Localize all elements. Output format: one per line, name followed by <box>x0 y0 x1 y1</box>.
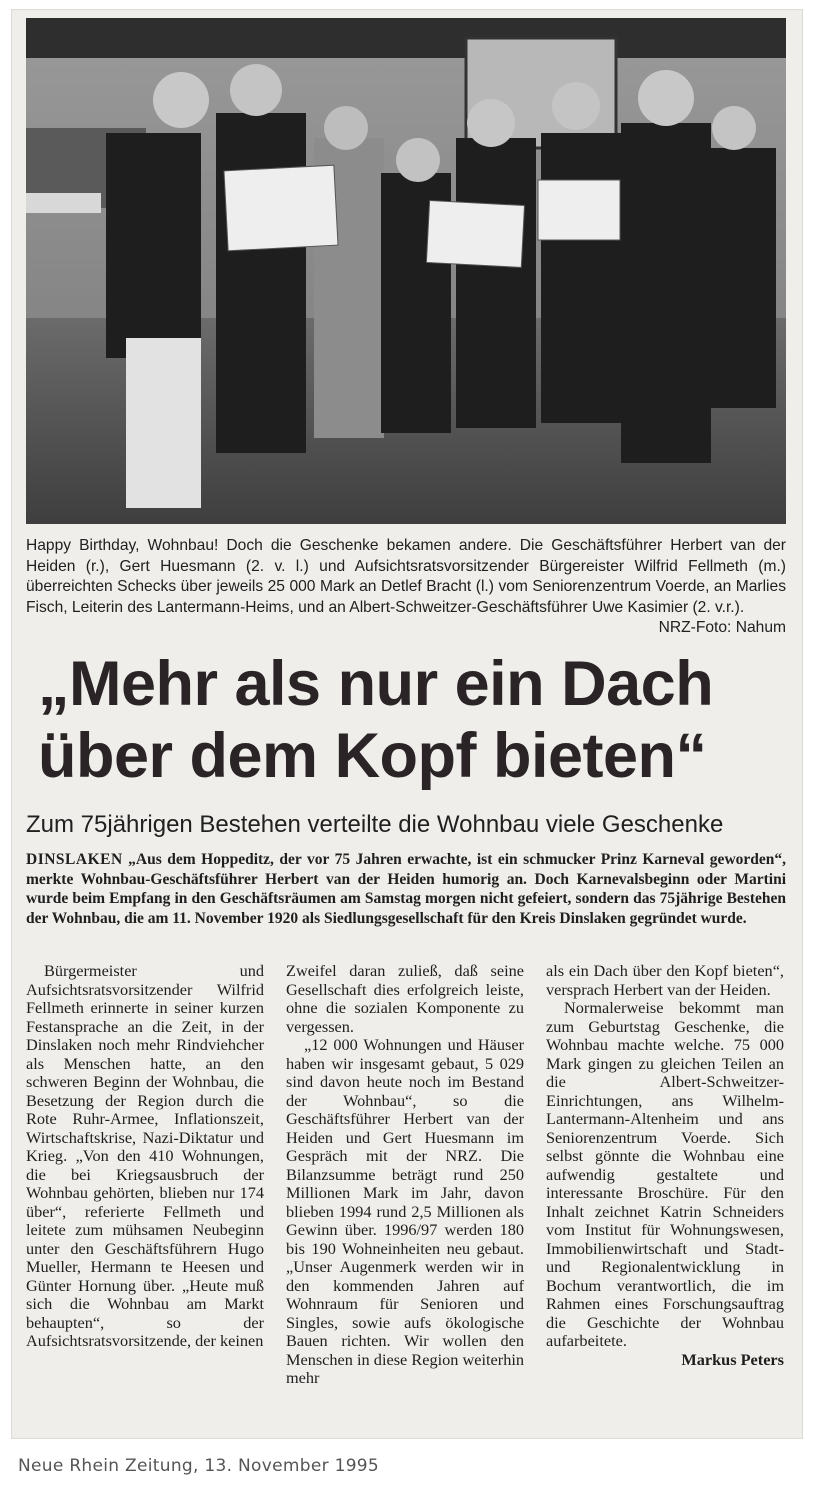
body-paragraph: Zweifel daran zuließ, daß seine Gesellschaft dies erfolgreich leiste, ohne die sozialen Komponente zu vergessen. <box>286 961 524 1036</box>
photo-credit: NRZ-Foto: Nahum <box>658 619 786 636</box>
body-paragraph: Normalerweise bekommt man zum Geburtstag Geschenke, die Wohnbau machte welche. 75 000 Mark gingen zu gleichen Teilen an die Albert-Schweitzer-Einrichtungen, ans Wilhelm-Lantermann-Altenheim und ans Seniorenzentrum Voerde. Sich selbst gönnte die Wohnbau eine aufwendig gestaltete und interessante Broschüre. Für den Inhalt zeichnet Katrin Schneiders vom Institut für Wohnungswesen, Immobilienwirtschaft und Stadt- und Regionalentwicklung in Bochum verantwortlich, die im Rahmen eines Forschungsauftrag die Geschichte der Wohnbau aufarbeitete. <box>546 998 784 1350</box>
subheadline: Zum 75jährigen Bestehen verteilte die Wohnbau viele Geschenke <box>26 811 724 838</box>
source-line: Neue Rhein Zeitung, 13. November 1995 <box>18 1456 380 1476</box>
body-column-3 <box>546 962 784 1369</box>
group-photo <box>26 18 786 524</box>
dateline: DINSLAKEN <box>26 851 123 868</box>
photo-caption <box>26 536 786 639</box>
body-paragraph: Bürgermeister und Aufsichtsratsvorsitzender Wilfrid Fellmeth erinnerte in seiner kurzen Festansprache an die Zeit, in der Dinslaken noch mehr Rindviehcher als Menschen hatte, an den schweren Beginn der Wohnbau, die Besetzung der Region durch die Rote Ruhr-Armee, Inflationszeit, Wirtschaftskrise, Nazi-Diktatur und Krieg. „Von den 410 Wohnungen, die bei Kriegsausbruch der Wohnbau gehörten, blieben nur 174 über“, referierte Fellmeth und leitete zum mühsamen Neubeginn unter den Geschäftsführern Hugo Mueller, Hermann te Heesen und Günter Hornung über. „Heute muß sich die Wohnbau am Markt behaupten“, so der Aufsichtsratsvorsitzende, der keinen <box>26 961 264 1350</box>
author-byline: Markus Peters <box>681 1349 784 1369</box>
photo-image <box>26 18 786 524</box>
body-column-2 <box>286 962 524 1388</box>
headline <box>38 648 798 792</box>
lead-paragraph <box>26 850 786 929</box>
body-paragraph: „12 000 Wohnungen und Häuser haben wir insgesamt gebaut, 5 029 sind davon heute noch im Bestand der Wohnbau“, so die Geschäftsführer Herbert van der Heiden und Gert Huesmann im Gespräch mit der NRZ. Die Bilanzsumme beträgt rund 250 Millionen Mark im Jahr, davon blieben 1994 rund 2,5 Millionen als Gewinn über. 1996/97 werden 180 bis 190 Wohneinheiten neu gebaut. „Unser Augenmerk werden wir in den kommenden Jahren auf Wohnraum für Senioren und Singles, sowie aufs ökologische Bauen richten. Wir wollen den Menschen in diese Region weiterhin mehr <box>286 1035 524 1387</box>
body-column-1 <box>26 962 264 1351</box>
body-paragraph: als ein Dach über den Kopf bieten“, versprach Herbert van der Heiden. <box>546 961 784 999</box>
headline-line-2: über dem Kopf bieten“ <box>38 721 707 791</box>
headline-line-1: „Mehr als nur ein Dach <box>38 649 714 719</box>
caption-text: Happy Birthday, Wohnbau! Doch die Geschenke bekamen andere. Die Geschäftsführer Herbert van der Heiden (r.), Gert Huesmann (2. v. l.) und Aufsichtsratsvorsitzender Bürgereister Wilfrid Fellmeth (m.) überreichten Schecks über jeweils 25 000 Mark an Detlef Bracht (l.) vom Seniorenzentrum Voerde, an Marlies Fisch, Leiterin des Lantermann-Heims, und an Albert-Schweitzer-Geschäftsführer Uwe Kasimier (2. v.r.). <box>26 537 786 616</box>
lead-text: „Aus dem Hoppeditz, der vor 75 Jahren erwachte, ist ein schmucker Prinz Karneval geworden“, merkte Wohnbau-Geschäftsführer Herbert van der Heiden humorig an. Doch Karnevalsbeginn oder Martini wurde beim Empfang in den Geschäftsräumen am Samstag morgen nicht gefeiert, sondern das 75jährige Bestehen der Wohnbau, die am 11. November 1920 als Siedlungsgesellschaft für den Kreis Dinslaken gegründet wurde. <box>26 851 787 928</box>
